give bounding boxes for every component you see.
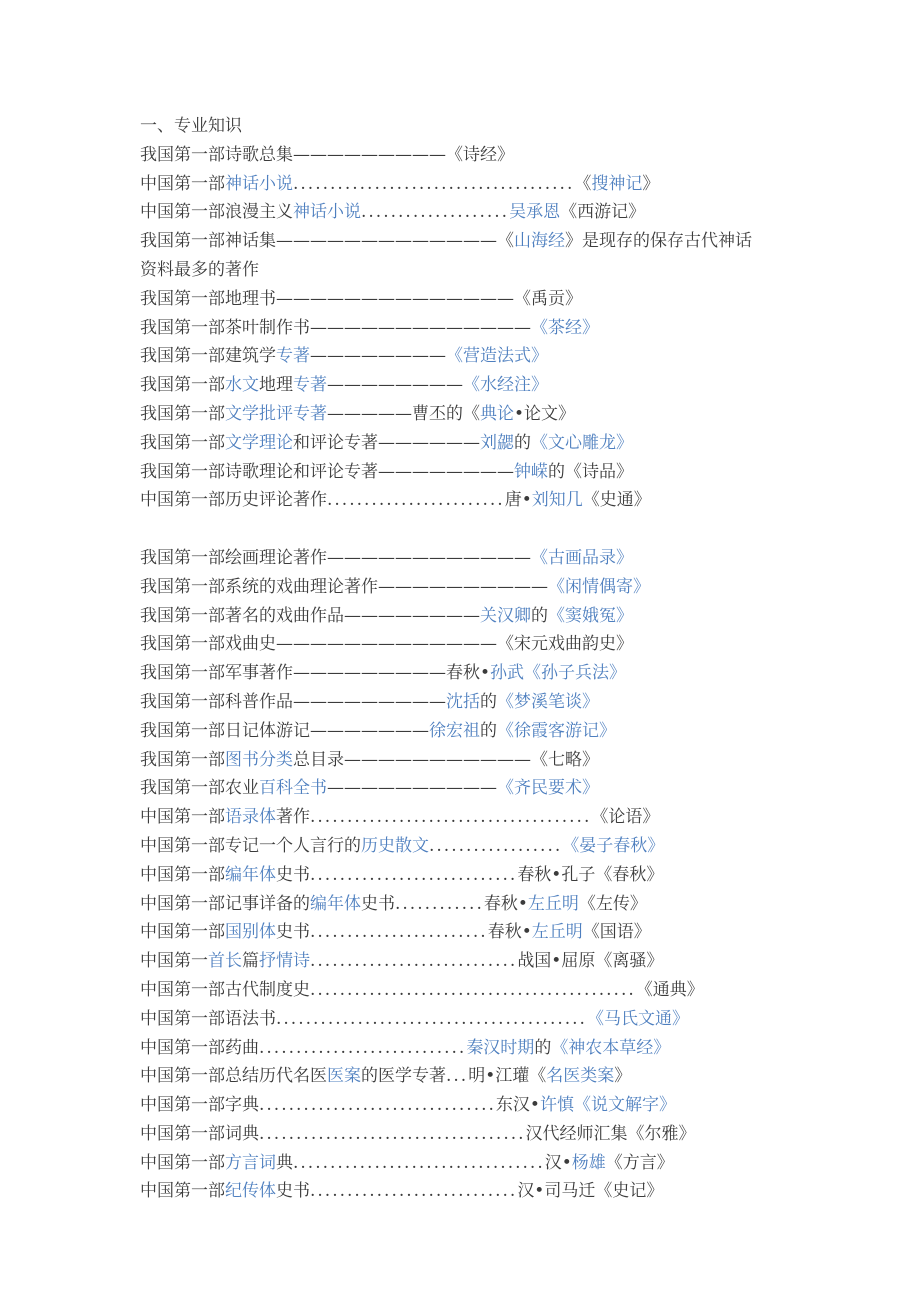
list-line xyxy=(140,746,840,775)
text-segment: 《诗经》 xyxy=(446,144,514,165)
leader-dashes: —————— xyxy=(378,432,480,453)
hyperlink-text[interactable]: 山海经 xyxy=(514,231,565,252)
hyperlink-text[interactable]: 图书分类 xyxy=(225,749,293,770)
list-line xyxy=(140,227,840,256)
leader-dashes: ————————— xyxy=(293,691,446,712)
text-segment: 《国语》 xyxy=(582,922,651,943)
hyperlink-text[interactable]: 水文 xyxy=(225,375,259,396)
text-segment: 《宋元戏曲韵史》 xyxy=(497,634,633,655)
text-segment: 我国第一部诗歌理论和评论专著 xyxy=(140,461,378,482)
list-line xyxy=(140,1091,840,1120)
list-line xyxy=(140,659,840,688)
text-segment: 中国第一部历史评论著作 xyxy=(140,490,327,511)
text-segment: 篇 xyxy=(242,951,259,972)
hyperlink-text[interactable]: 刘勰 xyxy=(480,432,514,453)
text-segment: 的 xyxy=(534,1037,552,1058)
hyperlink-text[interactable]: 沈括 xyxy=(446,691,480,712)
hyperlink-text[interactable]: 钟嵘 xyxy=(514,461,548,482)
text-segment: 中国第一部语法书 xyxy=(140,1008,276,1029)
leader-dots: ............................ xyxy=(259,1037,467,1058)
text-segment: 的 xyxy=(480,720,497,741)
text-segment: 《西游记》 xyxy=(560,202,646,223)
hyperlink-text[interactable]: 《神农本草经》 xyxy=(551,1037,671,1058)
list-line xyxy=(140,458,840,487)
hyperlink-text[interactable]: 徐宏祖 xyxy=(429,720,480,741)
text-segment: 中国第一部 xyxy=(140,173,225,194)
text-segment: 中国第一部 xyxy=(140,807,225,828)
hyperlink-text[interactable]: 《晏子春秋》 xyxy=(562,835,665,856)
text-segment: 《方言》 xyxy=(605,1152,674,1173)
text-segment: 典 xyxy=(276,1152,293,1173)
list-line xyxy=(140,1034,840,1063)
text-segment: 中国第一 xyxy=(140,951,208,972)
hyperlink-text[interactable]: 方言词 xyxy=(225,1152,276,1173)
leader-dots: .......................................... xyxy=(276,1008,587,1029)
list-line xyxy=(140,285,840,314)
leader-dots: ........................ xyxy=(327,490,505,511)
text-segment: 《 xyxy=(497,231,514,252)
hyperlink-text[interactable]: 编年体 xyxy=(225,864,276,885)
list-line xyxy=(140,1149,840,1178)
hyperlink-text[interactable]: 《水经注》 xyxy=(463,375,548,396)
list-line xyxy=(140,141,840,170)
hyperlink-text[interactable]: 文学理论 xyxy=(225,432,293,453)
leader-dots: ............................ xyxy=(310,951,518,972)
hyperlink-text[interactable]: 首长 xyxy=(208,951,242,972)
list-line xyxy=(140,861,840,890)
text-segment: 中国第一部药曲 xyxy=(140,1037,259,1058)
text-segment: 唐• xyxy=(504,490,532,511)
text-segment: 汉•司马迁《史记》 xyxy=(517,1181,664,1202)
text-segment: 史书 xyxy=(361,893,395,914)
text-segment: 《史通》 xyxy=(582,490,651,511)
text-segment: 中国第一部记事详备的 xyxy=(140,893,310,914)
text-segment: 汉• xyxy=(544,1152,572,1173)
hyperlink-text[interactable]: 纪传体 xyxy=(225,1181,276,1202)
hyperlink-text[interactable]: 左丘明 xyxy=(527,893,579,914)
leader-dashes: ————————————— xyxy=(310,317,531,338)
hyperlink-text[interactable]: 编年体 xyxy=(310,893,361,914)
text-segment: 资料最多的著作 xyxy=(140,259,259,280)
hyperlink-text[interactable]: 《闲情偶寄》 xyxy=(548,576,650,597)
list-line xyxy=(140,314,840,343)
list-line xyxy=(140,803,840,832)
list-line xyxy=(140,688,840,717)
text-segment: 《七略》 xyxy=(531,749,599,770)
hyperlink-text[interactable]: 吴承恩 xyxy=(509,202,561,223)
text-segment: 中国第一部字典 xyxy=(140,1095,259,1116)
hyperlink-text[interactable]: 许慎 xyxy=(539,1095,574,1116)
leader-dots: .................................... xyxy=(259,1123,526,1144)
hyperlink-text[interactable]: 国别体 xyxy=(225,922,276,943)
text-segment: 我国第一部日记体游记 xyxy=(140,720,310,741)
text-segment: 》 xyxy=(642,173,660,194)
leader-dashes: ———————— xyxy=(310,346,446,367)
hyperlink-text[interactable]: 《梦溪笔谈》 xyxy=(497,691,599,712)
text-segment: 中国第一部 xyxy=(140,864,225,885)
hyperlink-text[interactable]: 抒情诗 xyxy=(259,951,310,972)
text-segment: 我国第一部 xyxy=(140,432,225,453)
text-segment: 我国第一部戏曲史 xyxy=(140,634,276,655)
text-segment: 《左传》 xyxy=(578,893,647,914)
text-segment: 我国第一部 xyxy=(140,375,225,396)
text-segment: 《 xyxy=(574,173,592,194)
text-segment: 我国第一部科普作品 xyxy=(140,691,293,712)
list-line xyxy=(140,774,840,803)
hyperlink-text[interactable]: 秦汉时期 xyxy=(466,1037,535,1058)
text-segment: 春秋• xyxy=(446,663,491,684)
leader-dashes: ———————————— xyxy=(327,547,531,568)
text-segment: 明•江瓘《 xyxy=(468,1066,547,1087)
hyperlink-text[interactable]: 语录体 xyxy=(225,807,276,828)
hyperlink-text[interactable]: 关汉卿 xyxy=(480,605,531,626)
hyperlink-text[interactable]: 搜神记 xyxy=(591,173,643,194)
hyperlink-text[interactable]: 《窦娥冤》 xyxy=(548,605,633,626)
document-body xyxy=(140,112,840,1206)
text-segment: 我国第一部军事著作 xyxy=(140,663,293,684)
list-line xyxy=(140,1177,840,1206)
leader-dashes: ———————— xyxy=(327,375,463,396)
hyperlink-text[interactable]: 《齐民要术》 xyxy=(497,778,599,799)
leader-dots: ...................................... xyxy=(293,173,575,194)
text-segment: 的医学专著 xyxy=(361,1066,446,1087)
text-segment: 我国第一部建筑学 xyxy=(140,346,276,367)
leader-dashes: ———————— xyxy=(378,461,514,482)
text-segment: 我国第一部 xyxy=(140,749,225,770)
leader-dashes: ————————— xyxy=(293,144,446,165)
text-segment: 战国•屈原《离骚》 xyxy=(517,951,664,972)
blank-line xyxy=(140,515,840,544)
leader-dashes: ————— xyxy=(327,403,412,424)
list-line xyxy=(140,890,840,919)
hyperlink-text[interactable]: 文学批评专著 xyxy=(225,403,327,424)
leader-dots: .................. xyxy=(429,835,563,856)
list-line xyxy=(140,717,840,746)
hyperlink-text[interactable]: 神话小说 xyxy=(293,202,361,223)
text-segment: 春秋• xyxy=(487,922,532,943)
leader-dashes: ————————— xyxy=(293,663,446,684)
hyperlink-text[interactable]: 历史散文 xyxy=(361,835,429,856)
list-line xyxy=(140,918,840,947)
text-segment: •论文》 xyxy=(514,403,576,424)
leader-dashes: ————————————— xyxy=(276,231,497,252)
list-line xyxy=(140,832,840,861)
list-line xyxy=(140,429,840,458)
list-line xyxy=(140,342,840,371)
list-line xyxy=(140,170,840,199)
list-line xyxy=(140,602,840,631)
list-line xyxy=(140,630,840,659)
text-segment: 我国第一部绘画理论著作 xyxy=(140,547,327,568)
text-segment: 中国第一部浪漫主义 xyxy=(140,202,293,223)
list-line xyxy=(140,1062,840,1091)
leader-dashes: —————————— xyxy=(327,778,497,799)
leader-dots: ... xyxy=(446,1066,469,1087)
hyperlink-text[interactable]: 百科全书 xyxy=(259,778,327,799)
leader-dots: ............................ xyxy=(310,1181,518,1202)
text-segment: 史书 xyxy=(276,864,310,885)
hyperlink-text[interactable]: 《文心雕龙》 xyxy=(531,432,633,453)
text-segment: 我国第一部诗歌总集 xyxy=(140,144,293,165)
leader-dots: ............................ xyxy=(310,864,518,885)
hyperlink-text[interactable]: 《徐霞客游记》 xyxy=(497,720,616,741)
text-segment: 《通典》 xyxy=(635,979,704,1000)
list-line xyxy=(140,544,840,573)
text-segment: 地理 xyxy=(259,375,293,396)
text-segment: 我国第一部农业 xyxy=(140,778,259,799)
list-line xyxy=(140,256,840,285)
text-segment: 中国第一部 xyxy=(140,1152,225,1173)
leader-dots: ........................ xyxy=(310,922,488,943)
text-segment: 和评论专著 xyxy=(293,432,378,453)
text-segment: 著作 xyxy=(276,807,310,828)
text-segment: 中国第一部总结历代名医 xyxy=(140,1066,327,1087)
text-segment: 中国第一部古代制度史 xyxy=(140,979,310,1000)
list-line xyxy=(140,400,840,429)
text-segment: 的 xyxy=(531,605,548,626)
hyperlink-text[interactable]: 《孙子兵法》 xyxy=(524,663,627,684)
leader-dots: .................................. xyxy=(293,1152,545,1173)
text-segment: 中国第一部词典 xyxy=(140,1123,259,1144)
hyperlink-text[interactable]: 《营造法式》 xyxy=(446,346,548,367)
hyperlink-text[interactable]: 专著 xyxy=(276,346,310,367)
lines-container xyxy=(140,141,840,1206)
hyperlink-text[interactable]: 专著 xyxy=(293,375,327,396)
hyperlink-text[interactable]: 《茶经》 xyxy=(531,317,599,338)
leader-dots: ............ xyxy=(395,893,484,914)
list-line xyxy=(140,371,840,400)
text-segment: 《禹贡》 xyxy=(514,288,582,309)
list-line xyxy=(140,1120,840,1149)
text-segment: 我国第一部茶叶制作书 xyxy=(140,317,310,338)
leader-dots: ...................................... xyxy=(310,807,592,828)
hyperlink-text[interactable]: 刘知几 xyxy=(531,490,583,511)
section-heading: 一、专业知识 xyxy=(140,116,242,136)
leader-dashes: ————————————— xyxy=(276,634,497,655)
list-line xyxy=(140,1005,840,1034)
list-line xyxy=(140,947,840,976)
hyperlink-text[interactable]: 医案 xyxy=(327,1066,361,1087)
leader-dots: ................................ xyxy=(259,1095,496,1116)
text-segment: 我国第一部著名的戏曲作品 xyxy=(140,605,344,626)
text-segment: 曹丕的《 xyxy=(412,403,480,424)
hyperlink-text[interactable]: 孙武 xyxy=(490,663,525,684)
list-line xyxy=(140,573,840,602)
hyperlink-text[interactable]: 《古画品录》 xyxy=(531,547,633,568)
text-segment: 我国第一部系统的戏曲理论著作 xyxy=(140,576,378,597)
hyperlink-text[interactable]: 《马氏文通》 xyxy=(586,1008,689,1029)
text-segment: 的 xyxy=(480,691,497,712)
text-segment: 我国第一部地理书 xyxy=(140,288,276,309)
leader-dashes: ——————— xyxy=(310,720,429,741)
hyperlink-text[interactable]: 名医类案 xyxy=(546,1066,615,1087)
hyperlink-text[interactable]: 《说文解字》 xyxy=(573,1095,676,1116)
text-segment: 中国第一部 xyxy=(140,1181,225,1202)
hyperlink-text[interactable]: 左丘明 xyxy=(531,922,583,943)
leader-dashes: ——————————— xyxy=(344,749,531,770)
list-line xyxy=(140,198,840,227)
text-segment: 春秋•孔子《春秋》 xyxy=(517,864,664,885)
text-segment: 史书 xyxy=(276,922,310,943)
leader-dashes: ———————— xyxy=(344,605,480,626)
list-line xyxy=(140,486,840,515)
hyperlink-text[interactable]: 神话小说 xyxy=(225,173,293,194)
text-segment: 的 xyxy=(514,432,531,453)
leader-dashes: —————————————— xyxy=(276,288,514,309)
text-segment: 春秋• xyxy=(483,893,528,914)
leader-dots: .................... xyxy=(361,202,510,223)
list-line xyxy=(140,976,840,1005)
text-segment: 我国第一部神话集 xyxy=(140,231,276,252)
text-segment: 《论语》 xyxy=(591,807,660,828)
text-segment: 》是现存的保存古代神话 xyxy=(565,231,752,252)
hyperlink-text[interactable]: 杨雄 xyxy=(571,1152,606,1173)
text-segment: 东汉• xyxy=(495,1095,540,1116)
text-segment: 总目录 xyxy=(293,749,344,770)
text-segment: 史书 xyxy=(276,1181,310,1202)
leader-dots: ............................................ xyxy=(310,979,636,1000)
text-segment: 的《诗品》 xyxy=(548,461,633,482)
text-segment: 我国第一部 xyxy=(140,403,225,424)
hyperlink-text[interactable]: 典论 xyxy=(480,403,514,424)
text-segment: 中国第一部 xyxy=(140,922,225,943)
text-segment: 汉代经师汇集《尔雅》 xyxy=(525,1123,696,1144)
text-segment: 中国第一部专记一个人言行的 xyxy=(140,835,361,856)
text-segment: 》 xyxy=(614,1066,632,1087)
leader-dashes: —————————— xyxy=(378,576,548,597)
